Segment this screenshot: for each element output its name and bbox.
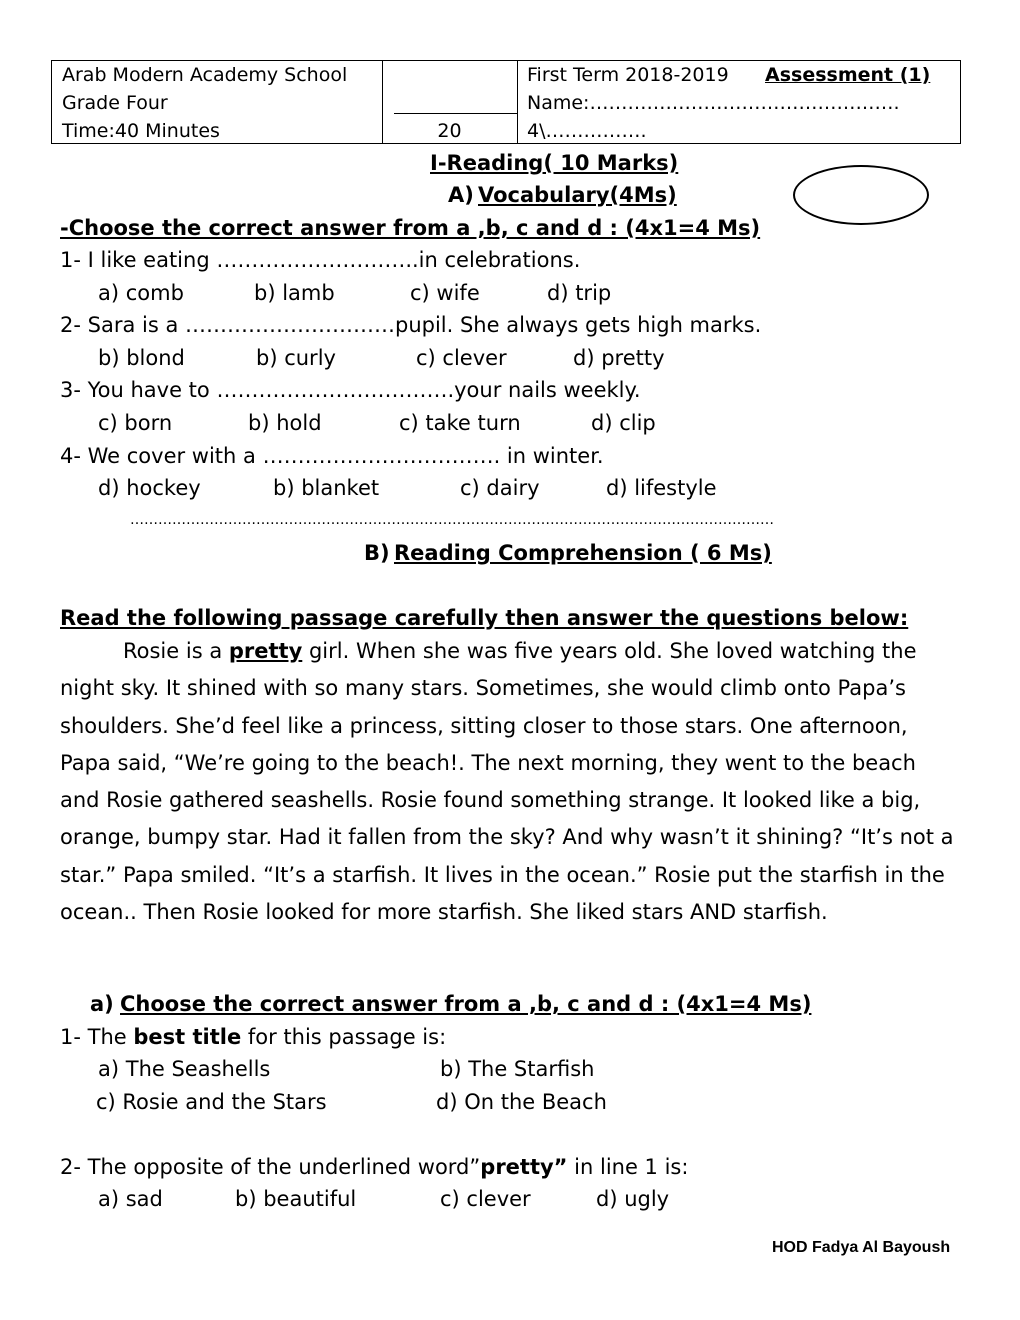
passage-instruction: Read the following passage carefully then answer the questions below:	[60, 606, 909, 630]
score-line	[394, 113, 517, 114]
cq1-option-d: d) On the Beach	[436, 1090, 607, 1114]
header-table	[51, 60, 961, 144]
class-field: 4\…………….	[527, 120, 647, 142]
passage-start: Rosie is a	[123, 639, 229, 663]
q1-option-a: a) comb	[98, 281, 184, 305]
q4-option-a: d) hockey	[98, 476, 201, 500]
grade-label: Grade Four	[62, 92, 168, 114]
q2-option-c: c) clever	[416, 346, 507, 370]
cq2-option-a: a) sad	[98, 1187, 163, 1211]
q2-option-a: b) blond	[98, 346, 185, 370]
dotted-separator: …………………………………………………………………………………………………………………………	[130, 512, 774, 528]
passage-underlined-word: pretty	[228, 639, 303, 663]
section-reading-title: I-Reading( 10 Marks)	[430, 151, 679, 175]
score-oval	[793, 165, 929, 225]
q4-option-b: b) blanket	[273, 476, 380, 500]
time-label: Time:40 Minutes	[62, 120, 220, 142]
cq2-option-c: c) clever	[440, 1187, 531, 1211]
q2-end: in line 1 is:	[567, 1155, 689, 1179]
score-total: 20	[437, 120, 462, 142]
q2-bold: pretty”	[480, 1155, 568, 1179]
comprehension-question-2	[60, 1155, 688, 1179]
q1-option-c: c) wife	[410, 281, 480, 305]
q3-option-a: c) born	[98, 411, 173, 435]
q1-start: 1- The	[60, 1025, 134, 1049]
cq1-option-c: c) Rosie and the Stars	[96, 1090, 327, 1114]
q2-option-d: d) pretty	[573, 346, 665, 370]
header-score-cell	[382, 61, 518, 143]
cq2-option-b: b) beautiful	[235, 1187, 357, 1211]
q3-option-d: d) clip	[591, 411, 656, 435]
comprehension-a-prefix: a)	[90, 992, 114, 1016]
vocab-instruction: -Choose the correct answer from a ,b, c and d : (4x1=4 Ms)	[60, 216, 761, 240]
comprehension-question-1	[60, 1025, 446, 1049]
vocab-title: Vocabulary(4Ms)	[478, 183, 677, 207]
assessment-label: Assessment (1)	[765, 64, 931, 86]
q1-end: for this passage is:	[241, 1025, 447, 1049]
q1-option-b: b) lamb	[254, 281, 335, 305]
reading-passage	[60, 633, 960, 931]
vocab-question-2: 2- Sara is a …………………………pupil. She always gets high marks.	[60, 313, 762, 337]
q1-option-d: d) trip	[547, 281, 612, 305]
school-name: Arab Modern Academy School	[62, 64, 348, 86]
vocab-prefix: A)	[448, 183, 474, 207]
q4-option-c: c) dairy	[460, 476, 540, 500]
cq2-option-d: d) ugly	[596, 1187, 670, 1211]
vocab-question-3: 3- You have to …………………………….your nails weekly.	[60, 378, 641, 402]
vocab-question-1: 1- I like eating ………………………..in celebrations.	[60, 248, 581, 272]
cq1-option-a: a) The Seashells	[98, 1057, 271, 1081]
q2-option-b: b) curly	[256, 346, 336, 370]
hod-signature: HOD Fadya Al Bayoush	[772, 1239, 951, 1256]
q3-option-b: b) hold	[248, 411, 322, 435]
passage-rest: girl. When she was five years old. She loved watching the night sky. It shined with so many stars. Sometimes, she would climb onto Papa’s shoulders. She’d feel like a princess, sitting closer to those stars. One afternoon, Papa said, “We’re going to the beach!. The next morning, they went to the beach and Rosie gathered seashells. Rosie found something strange. It looked like a big, orange, bumpy star. Had it fallen from the sky? And why wasn’t it shining? “It’s not a star.” Papa smiled. “It’s a starfish. It lives in the ocean.” Rosie put the starfish in the ocean.. Then Rosie looked for more starfish. She liked stars AND starfish.	[60, 639, 954, 925]
vocab-question-4: 4- We cover with a ……………………………. in winter.	[60, 444, 604, 468]
comprehension-a-instruction: Choose the correct answer from a ,b, c and d : (4x1=4 Ms)	[120, 992, 812, 1016]
name-field: Name:………………………………………….	[527, 92, 900, 114]
q4-option-d: d) lifestyle	[606, 476, 717, 500]
q1-bold: best title	[133, 1025, 242, 1049]
comprehension-title: Reading Comprehension ( 6 Ms)	[394, 541, 772, 565]
header-term-cell	[517, 61, 960, 143]
q3-option-c: c) take turn	[399, 411, 521, 435]
header-school-cell	[52, 61, 383, 143]
term-label: First Term 2018-2019	[527, 64, 729, 86]
comprehension-prefix: B)	[364, 541, 390, 565]
cq1-option-b: b) The Starfish	[440, 1057, 595, 1081]
q2-start: 2- The opposite of the underlined word”	[60, 1155, 481, 1179]
